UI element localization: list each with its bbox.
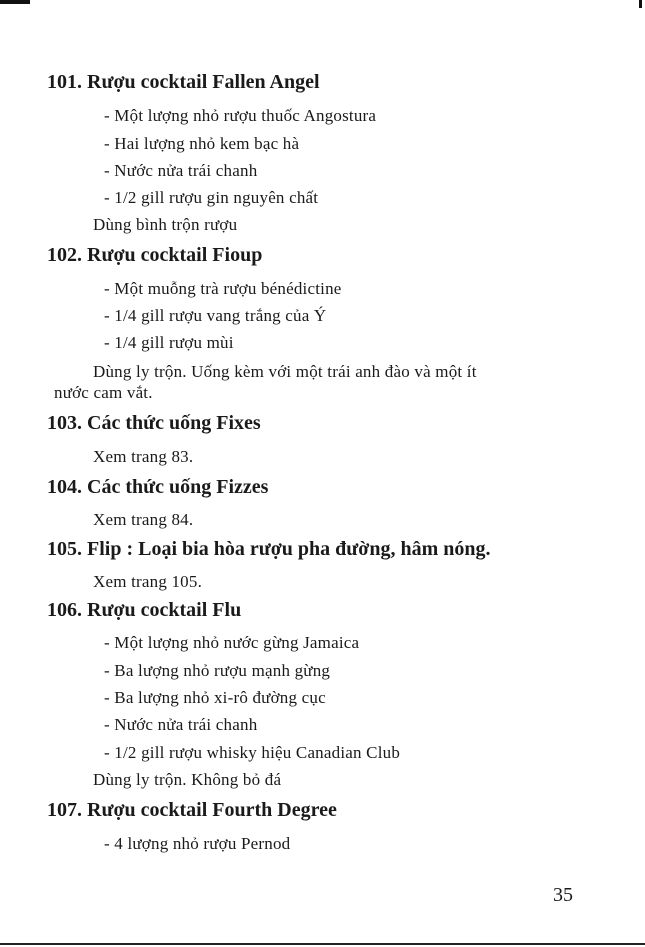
entry-heading-103: 103. Các thức uống Fixes xyxy=(47,412,261,434)
ingredient-item: - Ba lượng nhỏ rượu mạnh gừng xyxy=(104,661,331,680)
entry-heading-102: 102. Rượu cocktail Fioup xyxy=(47,244,263,266)
entry-heading-105: 105. Flip : Loại bia hòa rượu pha đường, hâm nóng. xyxy=(47,538,491,560)
see-page-note: Xem trang 83. xyxy=(93,447,194,466)
ingredient-item: - Một lượng nhỏ nước gừng Jamaica xyxy=(104,633,360,652)
ingredient-item: - Hai lượng nhỏ kem bạc hà xyxy=(104,134,300,153)
bottom-rule xyxy=(0,943,645,945)
instruction-note: Dùng ly trộn. Uống kèm với một trái anh đào và một ít xyxy=(93,362,477,381)
ingredient-item: - Ba lượng nhỏ xi-rô đường cục xyxy=(104,688,326,707)
ingredient-item: - Một muỗng trà rượu bénédictine xyxy=(104,279,342,298)
ingredient-item: - 1/4 gill rượu vang trắng của Ý xyxy=(104,306,327,325)
corner-mark-right xyxy=(639,0,642,8)
ingredient-item: - Một lượng nhỏ rượu thuốc Angostura xyxy=(104,106,377,125)
ingredient-item: - 1/4 gill rượu mùi xyxy=(104,333,234,352)
ingredient-item: - 1/2 gill rượu whisky hiệu Canadian Club xyxy=(104,743,401,762)
entry-heading-106: 106. Rượu cocktail Flu xyxy=(47,599,242,621)
page-number: 35 xyxy=(553,884,573,906)
ingredient-item: - Nước nửa trái chanh xyxy=(104,715,258,734)
see-page-note: Xem trang 105. xyxy=(93,572,203,591)
instruction-note: Dùng bình trộn rượu xyxy=(93,215,238,234)
instruction-note: Dùng ly trộn. Không bỏ đá xyxy=(93,770,282,789)
corner-mark-left xyxy=(0,0,30,4)
entry-heading-107: 107. Rượu cocktail Fourth Degree xyxy=(47,799,337,821)
ingredient-item: - Nước nửa trái chanh xyxy=(104,161,258,180)
entry-heading-101: 101. Rượu cocktail Fallen Angel xyxy=(47,71,320,93)
instruction-note-continued: nước cam vắt. xyxy=(54,383,153,402)
ingredient-item: - 4 lượng nhỏ rượu Pernod xyxy=(104,834,291,853)
ingredient-item: - 1/2 gill rượu gin nguyên chất xyxy=(104,188,319,207)
entry-heading-104: 104. Các thức uống Fizzes xyxy=(47,476,269,498)
see-page-note: Xem trang 84. xyxy=(93,510,194,529)
